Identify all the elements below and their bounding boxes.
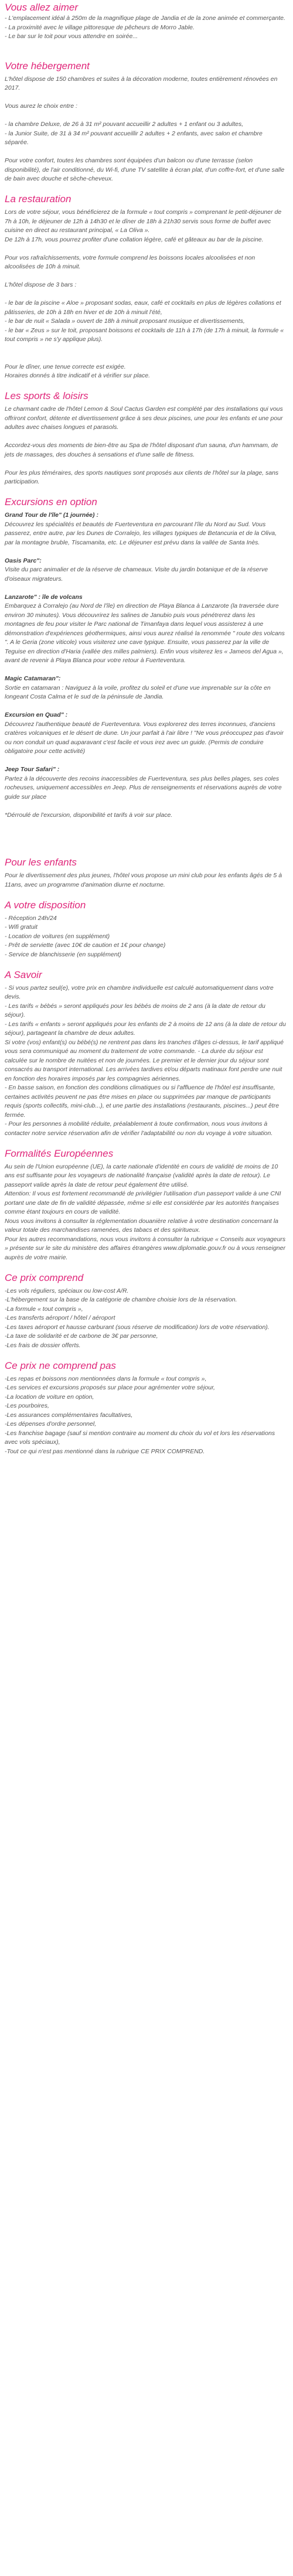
list-item: - La proximité avec le village pittoresque de pêcheurs de Morro Jable. — [5, 23, 195, 31]
paragraph: - la Junior Suite, de 31 à 34 m² pouvant accueillir 2 adultes + 2 enfants, avec salon et chambre séparée. — [5, 130, 263, 146]
section-title-vous-allez-aimer: Vous allez aimer — [5, 2, 79, 13]
list-item: -Les pourboires, — [5, 1402, 49, 1409]
list-item: -Les franchise bagage (sauf si mention contraire au moment du choix du vol et lors les réservations avec vols spéciaux), — [5, 1429, 275, 1446]
paragraph: Vous aurez le choix entre : — [5, 103, 77, 110]
excursion-name: Jeep Tour Safari" : — [5, 766, 60, 773]
paragraph: Le charmant cadre de l'hôtel Lemon & Soul Cactus Garden est complété par des installations qui vous offriront confort, détente et divertissement grâce à ses deux piscines, une pour les enfants et une pour adultes avec chaises longues et parasols. — [5, 406, 283, 431]
paragraph: Lors de votre séjour, vous bénéficierez de la formule « tout compris » comprenant le petit-déjeuner de 7h à 10h, le déjeuner de 12h à 14h30 et le dîner de 18h à 21h30 servis sous forme de buffet avec cuisine en direct au restaurant principal, « La Oliva ». — [5, 209, 282, 234]
paragraph: L'hôtel dispose de 3 bars : — [5, 281, 77, 288]
paragraph: - le bar de nuit « Salada » ouvert de 18h à minuit proposant musique et divertissements, — [5, 318, 245, 325]
excursion-note: *Dérroulé de l'excursion, disponibilité et tarifs à voir sur place. — [5, 811, 173, 819]
excursion-name: Excursion en Quad" : — [5, 711, 68, 718]
paragraph: - la chambre Deluxe, de 26 à 31 m² pouvant accueillir 2 adultes + 1 enfant ou 3 adultes, — [5, 121, 244, 128]
paragraph: Nous vous invitons à consulter la réglementation douanière relative à votre destination concernant la valeur totale des marchandises ramenées, des tabacs et des spiritueux. — [5, 1217, 278, 1234]
list-item: -Les frais de dossier offerts. — [5, 1341, 81, 1349]
section-title-pour-les-enfants: Pour les enfants — [5, 857, 77, 868]
list-item: - Service de blanchisserie (en supplément) — [5, 950, 122, 958]
list-item: -Les taxes aéroport et hausse carburant (sous réserve de modification) lors de votre réservation). — [5, 1323, 270, 1331]
list-item: -Les services et excursions proposés sur place pour agrémenter votre séjour, — [5, 1384, 215, 1391]
paragraph: - le bar « Zeus » sur le toit, proposant boissons et cocktails de 11h à 17h (de 17h à minuit, la formule « tout compris » ne s'y applique plus). — [5, 326, 284, 343]
paragraph: Pour votre confort, toutes les chambres sont équipées d'un balcon ou d'une terrasse (selon disponibilité), de l'air conditionné, du Wi-fi, d'une TV satellite à écran plat, d'un coffre-fort, et d'une salle de bain avec douche et sèche-cheveux. — [5, 157, 285, 182]
excursion-text: Découvrez l'authentique beauté de Fuerteventura. Vous explorerez des terres inconnues, d'anciens cratères volcaniques et le désert de dune. Un jour parfait à l'air libre ! "Ne vous préoccupez pas d'avoir ou non conduit un quad auparavant c'est facile et vous irez avec un guide. (Permis de conduire obligatoire pour cette activité) — [5, 720, 284, 755]
list-item: -Tout ce qui n'est pas mentionné dans la rubrique CE PRIX COMPREND. — [5, 1447, 205, 1455]
list-item: -Les vols réguliers, spéciaux ou low-cost A/R. — [5, 1287, 129, 1294]
paragraph: L'hôtel dispose de 150 chambres et suites à la décoration moderne, toutes entièrement rénovées en 2017. — [5, 75, 278, 91]
list-item: -Les assurances complémentaires facultatives, — [5, 1411, 133, 1419]
list-item: - Réception 24h/24 — [5, 914, 57, 922]
section-title-a-votre-disposition: A votre disposition — [5, 899, 86, 911]
paragraph: Pour le dîner, une tenue correcte est exigée. — [5, 363, 126, 370]
paragraph: Pour le divertissement des plus jeunes, l'hôtel vous propose un mini club pour les enfants âgés de 5 à 11ans, avec un programme d'animation diurne et nocturne. — [5, 872, 282, 888]
paragraph: - Si vous partez seul(e), votre prix en chambre individuelle est calculé automatiquement dans votre devis. — [5, 984, 274, 1000]
section-title-sports-loisirs: Les sports & loisirs — [5, 390, 88, 401]
section-title-a-savoir: A Savoir — [5, 969, 42, 980]
list-item: -La location de voiture en option, — [5, 1393, 94, 1401]
paragraph: - le bar de la piscine « Aloe » proposant sodas, eaux, café et cocktails en plus de légères collations et pâtisseries, de 10h à 18h en hiver et de 10h à minuit l'été, — [5, 299, 281, 316]
paragraph: Attention: Il vous est fortement recommandé de privilégier l'utilisation d'un passeport valide à une CNI portant une date de fin de validité dépassée, même si elle est considérée par les autorités françaises comme étant toujours en cours de validité. — [5, 1190, 281, 1215]
paragraph: - Les tarifs « enfants » seront appliqués pour les enfants de 2 à moins de 12 ans (à la date de retour du séjour), partageant la chambre de deux adultes. — [5, 1020, 286, 1037]
list-item: - Wifi gratuit — [5, 924, 38, 931]
list-item: -Les repas et boissons non mentionnées dans la formule « tout compris », — [5, 1375, 207, 1382]
paragraph: De 12h à 17h, vous pourrez profiter d'une collation légère, café et gâteaux au bar de la piscine. — [5, 236, 264, 243]
excursion-text: Visite du parc animalier et de la réserve de chameaux. Visite du jardin botanique et de la réserve d'oiseaux migrateurs. — [5, 566, 268, 582]
excursion-text: Sortie en catamaran : Naviguez à la voile, profitez du soleil et d'une vue imprenable sur la côte en longeant Costa Calma et le sud de la péninsule de Jandia. — [5, 684, 271, 700]
paragraph: Si votre (vos) enfant(s) ou bébé(s) ne rentrent pas dans les tranches d'âges ci-dessus, le tarif appliqué vous sera communiqué au moment du traitement de votre commande. - La durée du séjour est calculée sur le nombre de nuitées et non de journées. Le premier et le dernier jour du séjour sont consacrés au transport international. Les arrivées tardives et/ou départs matinaux font perdre une nuit en fonction des horaires imposés par les compagnies aériennes. — [5, 1038, 284, 1082]
list-item: - Prêt de serviette (avec 10€ de caution et 1€ pour change) — [5, 942, 166, 949]
paragraph: - Pour les personnes à mobilité réduite, préalablement à toute confirmation, nous vous invitons à contacter notre service réservation afin de vérifier l'adaptabilité ou non du voyage à votre situation. — [5, 1120, 273, 1137]
section-title-ce-prix-ne-comprend-pas: Ce prix ne comprend pas — [5, 1359, 116, 1371]
excursion-name: Magic Catamaran": — [5, 675, 61, 682]
section-title-ce-prix-comprend: Ce prix comprend — [5, 1272, 84, 1283]
paragraph: Pour vos rafraîchissements, votre formule comprend les boissons locales alcoolisées et non alcoolisées de 10h à minuit. — [5, 254, 255, 270]
list-item: -La taxe de solidarité et de carbone de 3€ par personne, — [5, 1333, 158, 1340]
paragraph: Pour les autres recommandations, nous vous invitons à consulter la rubrique « Conseils aux voyageurs » présente sur le site du ministère des affaires étrangères www.diplomatie.gouv.fr ou à vous renseigner auprès de votre mairie. — [5, 1235, 286, 1261]
list-item: -La formule « tout compris », — [5, 1305, 83, 1313]
list-item: - Location de voitures (en supplément) — [5, 932, 110, 940]
excursion-name: Lanzarote" : île de volcans — [5, 593, 83, 601]
section-title-excursions: Excursions en option — [5, 496, 97, 507]
paragraph: - En basse saison, en fonction des conditions climatiques ou si l'affluence de l'hôtel est insuffisante, certaines activités peuvent ne pas être mises en place ou supprimées par manque de participants requis (sports collectifs, mini-club...), et une partie des installations (restaurants, piscines...) peut être fermée. — [5, 1084, 280, 1119]
paragraph: Horaires donnés à titre indicatif et à vérifier sur place. — [5, 372, 151, 379]
excursion-text: Partez à la découverte des recoins inaccessibles de Fuerteventura, ses plus belles plages, ses coles rocheuses, uniquement accessibles en Jeep. Plus de renseignements et réservations auprès de votre guide sur place — [5, 775, 282, 800]
excursion-text: Découvrez les spécialités et beautés de Fuerteventura en parcourant l'île du Nord au Sud. Vous passerez, entre autre, par les Dunes de Corralejo, les villages typiques de Betancuria et de la Oliva, par la montagne bruble, Tiscamanita, etc. Le déjeuner est prévu dans la vallée de Santa Inès. — [5, 520, 277, 546]
list-item: - Le bar sur le toit pour vous attendre en soirée... — [5, 33, 138, 40]
list-item: - L'emplacement idéal à 250m de la magnifique plage de Jandia et de la zone animée et commerçante. — [5, 15, 285, 22]
list-item: -L'hébergement sur la base de la catégorie de chambre choisie lors de la réservation. — [5, 1296, 237, 1303]
paragraph: - Les tarifs « bébés » seront appliqués pour les bébés de moins de 2 ans (à la date de retour du séjour). — [5, 1002, 265, 1018]
excursion-name: Grand Tour de l'île" (1 journée) : — [5, 512, 98, 519]
section-title-formalites: Formalités Européennes — [5, 1147, 114, 1159]
list-item: -Les dépenses d'ordre personnel, — [5, 1420, 97, 1427]
excursion-text: Embarquez à Corralejo (au Nord de l'île) en direction de Playa Blanca à Lanzarote (la traversée dure environ 30 minutes). Vous découvrirez les salines de Janubio puis vous pénétrerez dans les montagnes de feu pour visiter le Parc national de Timanfaya dans lequel vous assisterez à une démonstration d'expériences géothermiques, ainsi vous aurez réalisé la renommée " route des volcans ". A le Geria (zone viticole) vous visiterez une cave typique. Ensuite, vous passerez par la ville de Teguise en direction d'Haria (vallée des milles palmiers). Enfin vous visiterez les « Jameos del Agua », avant de revenir à Playa Blanca pour votre retour à Fuerteventura. — [5, 602, 285, 664]
list-item: -Les transferts aéroport / hôtel / aéroport — [5, 1314, 115, 1321]
section-title-la-restauration: La restauration — [5, 193, 71, 205]
excursion-name: Oasis Parc": — [5, 557, 42, 564]
paragraph: Au sein de l'Union européenne (UE), la carte nationale d'identité en cours de validité de moins de 10 ans est suffisante pour les voyageurs de nationalité française (validité après la date de retour). Le passeport valide après la date de retour peut également être utilisé. — [5, 1163, 278, 1188]
paragraph: Pour les plus téméraires, des sports nautiques sont proposés aux clients de l'hôtel sur la plage, sans participation. — [5, 469, 279, 485]
paragraph: Accordez-vous des moments de bien-être au Spa de l'hôtel disposant d'un sauna, d'un hammam, de jets de massages, des douches à sensations et d'une salle de fitness. — [5, 442, 278, 458]
section-title-votre-hebergement: Votre hébergement — [5, 60, 90, 71]
